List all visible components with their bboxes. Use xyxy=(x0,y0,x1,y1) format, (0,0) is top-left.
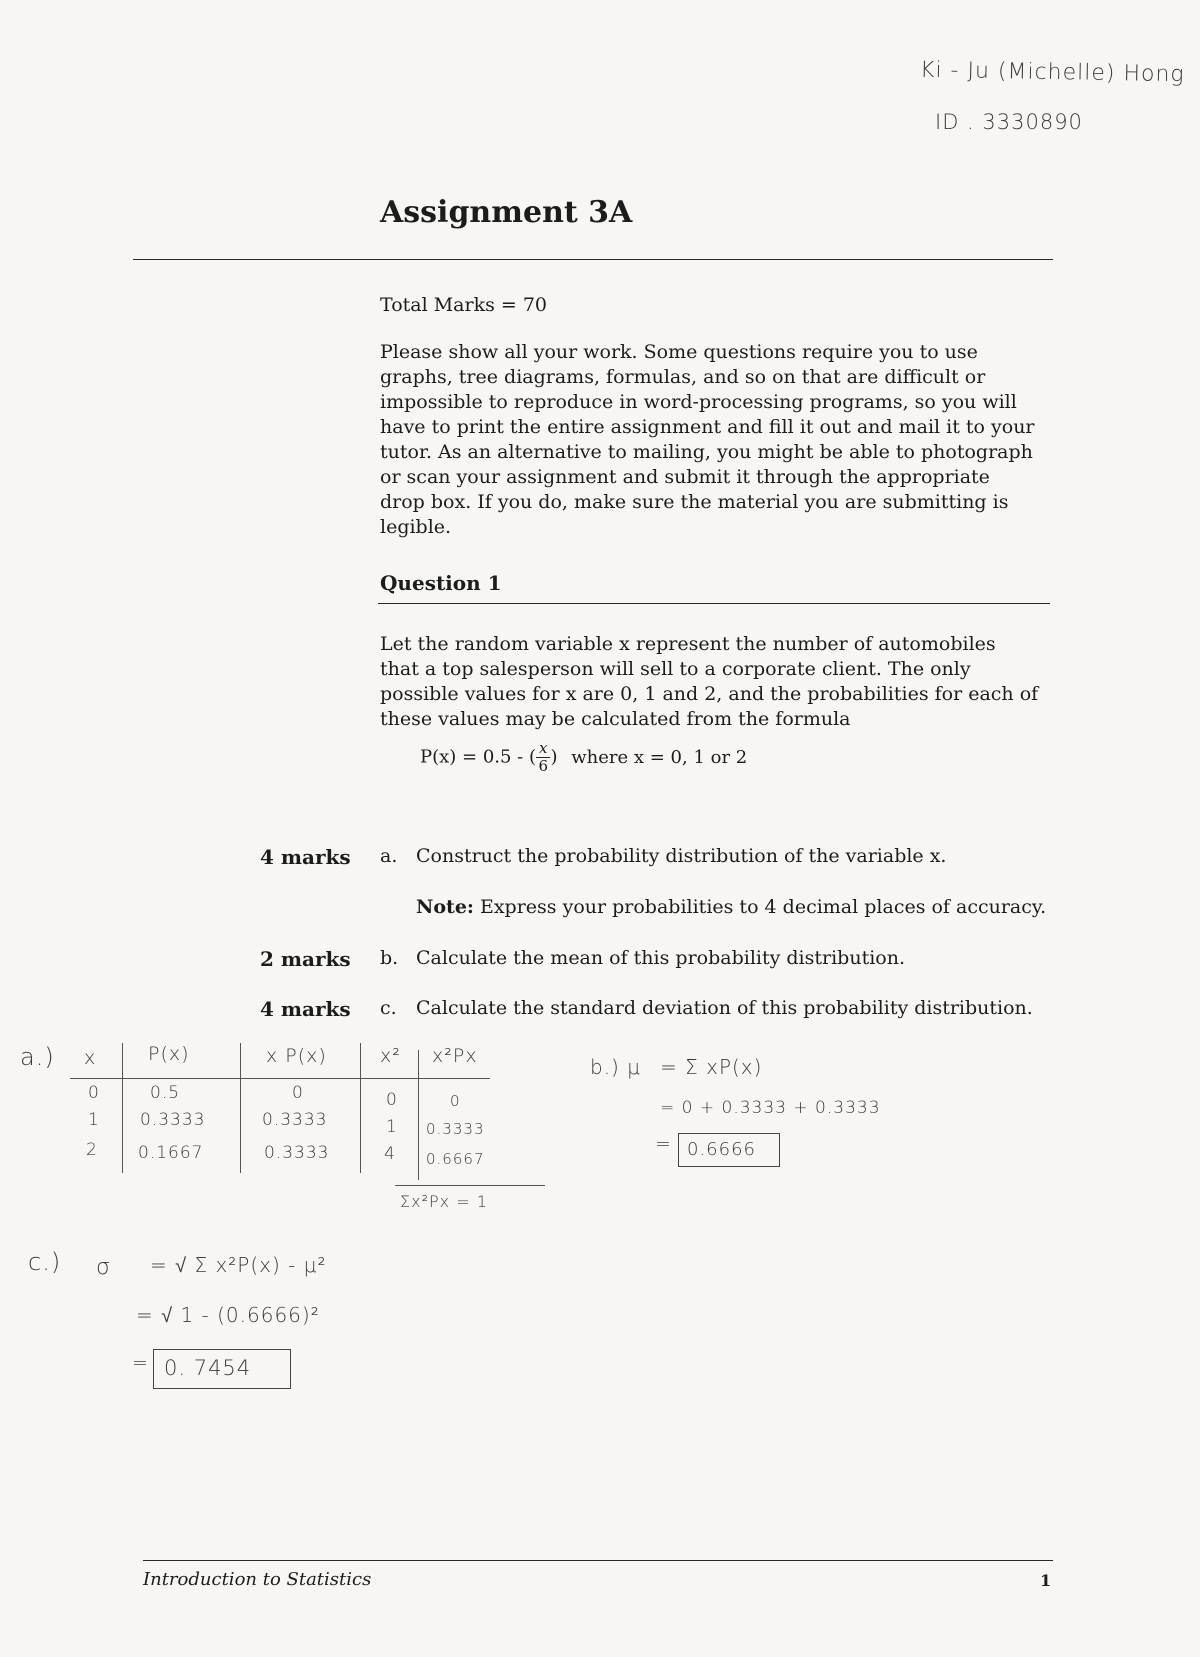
table-x-2: 2 xyxy=(86,1140,98,1160)
table-x2px-1: 0.3333 xyxy=(426,1120,485,1138)
part-c-letter: c. xyxy=(380,997,397,1019)
part-b-marks: 2 marks xyxy=(260,947,351,971)
table-xpx-2: 0.3333 xyxy=(264,1143,330,1163)
sigma-symbol: σ xyxy=(96,1255,111,1280)
table-header-line xyxy=(70,1078,490,1079)
part-b-letter: b. xyxy=(380,947,399,969)
probability-formula xyxy=(420,740,747,775)
formula-denominator: 6 xyxy=(538,757,549,775)
table-px-2: 0.1667 xyxy=(138,1143,204,1163)
formula-fraction xyxy=(536,740,550,775)
table-x2px-2: 0.6667 xyxy=(426,1150,485,1168)
note-text: Express your probabilities to 4 decimal places of accuracy. xyxy=(479,896,1047,918)
formula-numerator: x xyxy=(536,740,550,758)
formula-where: where x = 0, 1 or 2 xyxy=(571,746,748,768)
formula-rhs: ) xyxy=(550,746,558,768)
table-x2px-0: 0 xyxy=(450,1092,461,1110)
mean-calculation: = 0 + 0.3333 + 0.3333 xyxy=(660,1098,881,1118)
page-number: 1 xyxy=(1040,1571,1052,1590)
table-x2-2: 4 xyxy=(384,1144,396,1164)
table-px-0: 0.5 xyxy=(150,1083,181,1103)
answer-a-label: a.) xyxy=(20,1043,55,1071)
part-a-marks: 4 marks xyxy=(260,845,351,869)
table-divider-4 xyxy=(418,1050,419,1180)
part-a-letter: a. xyxy=(380,845,398,867)
instructions: Please show all your work. Some questions require you to use graphs, tree diagrams, formulas, and so on that are difficult or impossible to reproduce in word-processing programs, so you will have to print the entire assignment and fill it out and mail it to your tutor. As an alternative to mailing, you might be able to photograph or scan your assignment and submit it through the appropriate drop box. If you do, make sure the material you are submitting is legible. xyxy=(380,341,1035,538)
table-x-1: 1 xyxy=(88,1110,100,1130)
std-dev-answer-box xyxy=(153,1349,291,1389)
table-divider-2 xyxy=(240,1043,241,1173)
answer-b-label: b.) μ xyxy=(590,1055,641,1079)
total-marks: Total Marks = 70 xyxy=(380,294,548,316)
table-x2-0: 0 xyxy=(386,1090,398,1110)
col-header-xpx: x P(x) xyxy=(266,1045,327,1067)
mean-answer: 0.6666 xyxy=(687,1139,756,1160)
table-xpx-0: 0 xyxy=(292,1083,304,1103)
table-px-1: 0.3333 xyxy=(140,1110,206,1130)
col-header-x2: x² xyxy=(380,1045,401,1067)
part-c-marks: 4 marks xyxy=(260,997,351,1021)
part-c-text: Calculate the standard deviation of this probability distribution. xyxy=(416,997,1033,1019)
std-dev-answer: 0. 7454 xyxy=(164,1356,252,1380)
question-heading: Question 1 xyxy=(380,571,502,595)
mean-formula: = Σ xP(x) xyxy=(660,1055,763,1079)
std-dev-calculation: = √ 1 - (0.6666)² xyxy=(136,1303,320,1327)
col-header-x2px: x²Px xyxy=(432,1045,478,1067)
table-xpx-1: 0.3333 xyxy=(262,1110,328,1130)
title-rule xyxy=(133,259,1053,260)
std-dev-formula: = √ Σ x²P(x) - μ² xyxy=(150,1253,327,1277)
col-header-x: x xyxy=(84,1047,97,1069)
table-x-0: 0 xyxy=(88,1083,100,1103)
part-b-text: Calculate the mean of this probability distribution. xyxy=(416,947,905,969)
note-label: Note: xyxy=(416,896,474,918)
footer-rule xyxy=(143,1560,1053,1561)
page-title: Assignment 3A xyxy=(380,195,633,230)
part-a-text: Construct the probability distribution of the variable x. xyxy=(416,845,947,867)
question-rule xyxy=(378,603,1050,604)
sum-x2px: Σx²Px = 1 xyxy=(400,1192,488,1211)
table-sum-line xyxy=(395,1185,545,1186)
std-dev-equals: = xyxy=(132,1352,149,1374)
question-text: Let the random variable x represent the number of automobiles that a top salesperson will sell to a corporate client. The only possible values for x are 0, 1 and 2, and the probabilities for each of these values may be calculated from the formula xyxy=(380,633,1039,730)
footer-course-title: Introduction to Statistics xyxy=(143,1569,372,1590)
table-divider-3 xyxy=(360,1043,361,1173)
table-divider-1 xyxy=(122,1043,123,1173)
answer-c-label: c.) xyxy=(28,1248,62,1276)
mean-answer-box xyxy=(678,1133,780,1167)
part-a-note xyxy=(416,896,1046,918)
student-name: Ki - Ju (Michelle) Hong xyxy=(919,57,1185,88)
student-id: ID . 3330890 xyxy=(935,110,1083,134)
col-header-px: P(x) xyxy=(148,1043,190,1065)
formula-lhs: P(x) = 0.5 - ( xyxy=(420,746,537,768)
table-x2-1: 1 xyxy=(386,1117,398,1137)
mean-equals: = xyxy=(655,1133,672,1155)
